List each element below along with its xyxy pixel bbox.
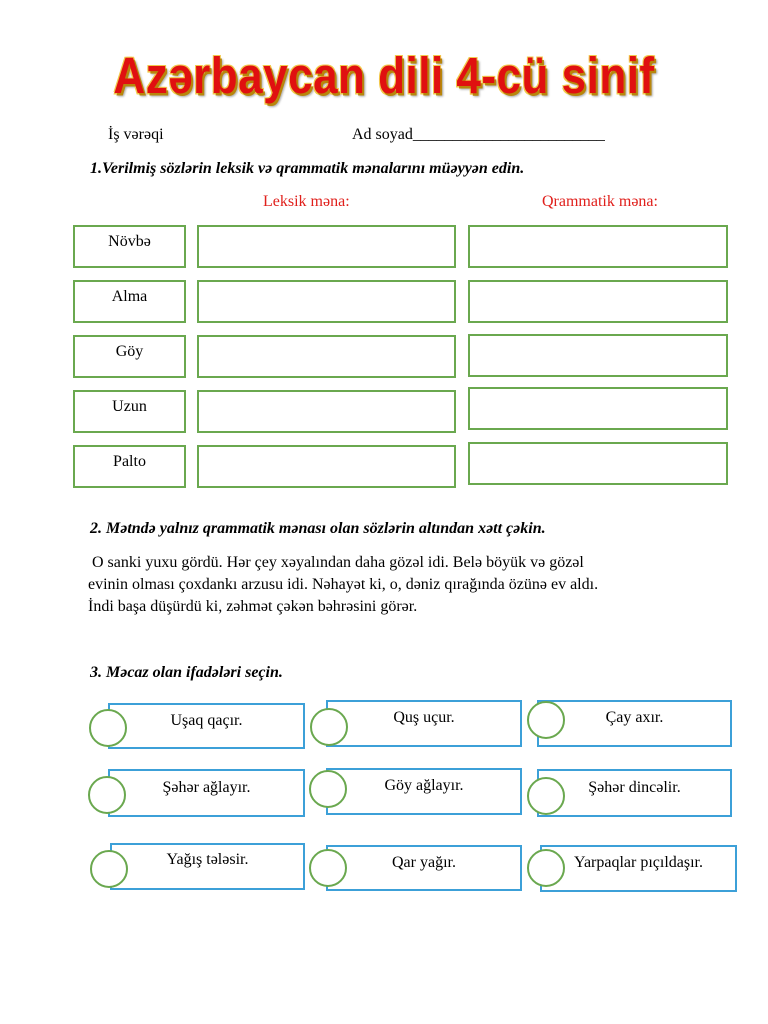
option-box[interactable] <box>326 700 522 747</box>
task1-heading: 1.Verilmiş sözlərin leksik və qrammatik mənalarını müəyyən edin. <box>90 160 525 177</box>
option-select-circle[interactable] <box>310 708 348 746</box>
word-label: Uzun <box>112 398 147 415</box>
option-select-circle[interactable] <box>89 709 127 747</box>
option-select-circle[interactable] <box>88 776 126 814</box>
option-label: Quş uçur. <box>393 709 455 726</box>
word-label: Alma <box>111 288 148 305</box>
column-label-lexical: Leksik məna: <box>263 193 350 210</box>
option-label: Göy ağlayır. <box>384 777 464 794</box>
paragraph-line: İndi başa düşürdü ki, zəhmət çəkən bəhrəsini görər. <box>88 598 418 615</box>
word-box-goy <box>73 335 186 378</box>
worksheet-label: İş vərəqi <box>108 126 164 143</box>
lexical-answer-box[interactable] <box>197 445 456 488</box>
name-field-label[interactable]: Ad soyad________________________ <box>352 126 605 143</box>
grammatical-answer-box[interactable] <box>468 334 728 377</box>
option-label: Çay axır. <box>605 709 664 726</box>
grammatical-answer-box[interactable] <box>468 280 728 323</box>
word-box-uzun <box>73 390 186 433</box>
lexical-answer-box[interactable] <box>197 280 456 323</box>
option-select-circle[interactable] <box>309 770 347 808</box>
grammatical-answer-box[interactable] <box>468 387 728 430</box>
option-select-circle[interactable] <box>527 777 565 815</box>
option-box[interactable] <box>110 843 305 890</box>
option-select-circle[interactable] <box>527 849 565 887</box>
option-box[interactable] <box>108 703 305 749</box>
option-box[interactable] <box>108 769 305 817</box>
grammatical-answer-box[interactable] <box>468 225 728 268</box>
option-box[interactable] <box>326 768 522 815</box>
task3-heading: 3. Məcaz olan ifadələri seçin. <box>90 664 283 681</box>
lexical-answer-box[interactable] <box>197 335 456 378</box>
option-box[interactable] <box>540 845 737 892</box>
lexical-answer-box[interactable] <box>197 390 456 433</box>
option-select-circle[interactable] <box>90 850 128 888</box>
word-box-palto <box>73 445 186 488</box>
word-box-novbe <box>73 225 186 268</box>
word-label: Göy <box>115 343 144 360</box>
option-select-circle[interactable] <box>309 849 347 887</box>
task2-paragraph[interactable] <box>88 552 728 618</box>
lexical-answer-box[interactable] <box>197 225 456 268</box>
option-select-circle[interactable] <box>527 701 565 739</box>
word-label: Palto <box>113 453 146 470</box>
option-label: Yarpaqlar pıçıldaşır. <box>573 854 703 871</box>
option-box[interactable] <box>537 769 732 817</box>
column-label-grammatical: Qrammatik məna: <box>542 193 658 210</box>
option-label: Şəhər ağlayır. <box>162 779 251 796</box>
option-label: Yağış tələsir. <box>166 851 249 868</box>
word-box-alma <box>73 280 186 323</box>
word-label: Növbə <box>108 233 151 250</box>
worksheet-title: Azərbaycan dili 4-cü sinif <box>113 48 655 105</box>
option-box[interactable] <box>537 700 732 747</box>
option-label: Qar yağır. <box>392 854 456 871</box>
task2-heading: 2. Mətndə yalnız qrammatik mənası olan sözlərin altından xətt çəkin. <box>90 520 546 537</box>
paragraph-line: evinin olması çoxdankı arzusu idi. Nəhayət ki, o, dəniz qırağında özünə ev aldı. <box>88 576 599 593</box>
option-label: Şəhər dincəlir. <box>588 779 681 796</box>
paragraph-line: O sanki yuxu gördü. Hər çey xəyalından daha gözəl idi. Belə böyük və gözəl <box>88 554 584 571</box>
option-label: Uşaq qaçır. <box>170 712 243 729</box>
grammatical-answer-box[interactable] <box>468 442 728 485</box>
option-box[interactable] <box>326 845 522 891</box>
